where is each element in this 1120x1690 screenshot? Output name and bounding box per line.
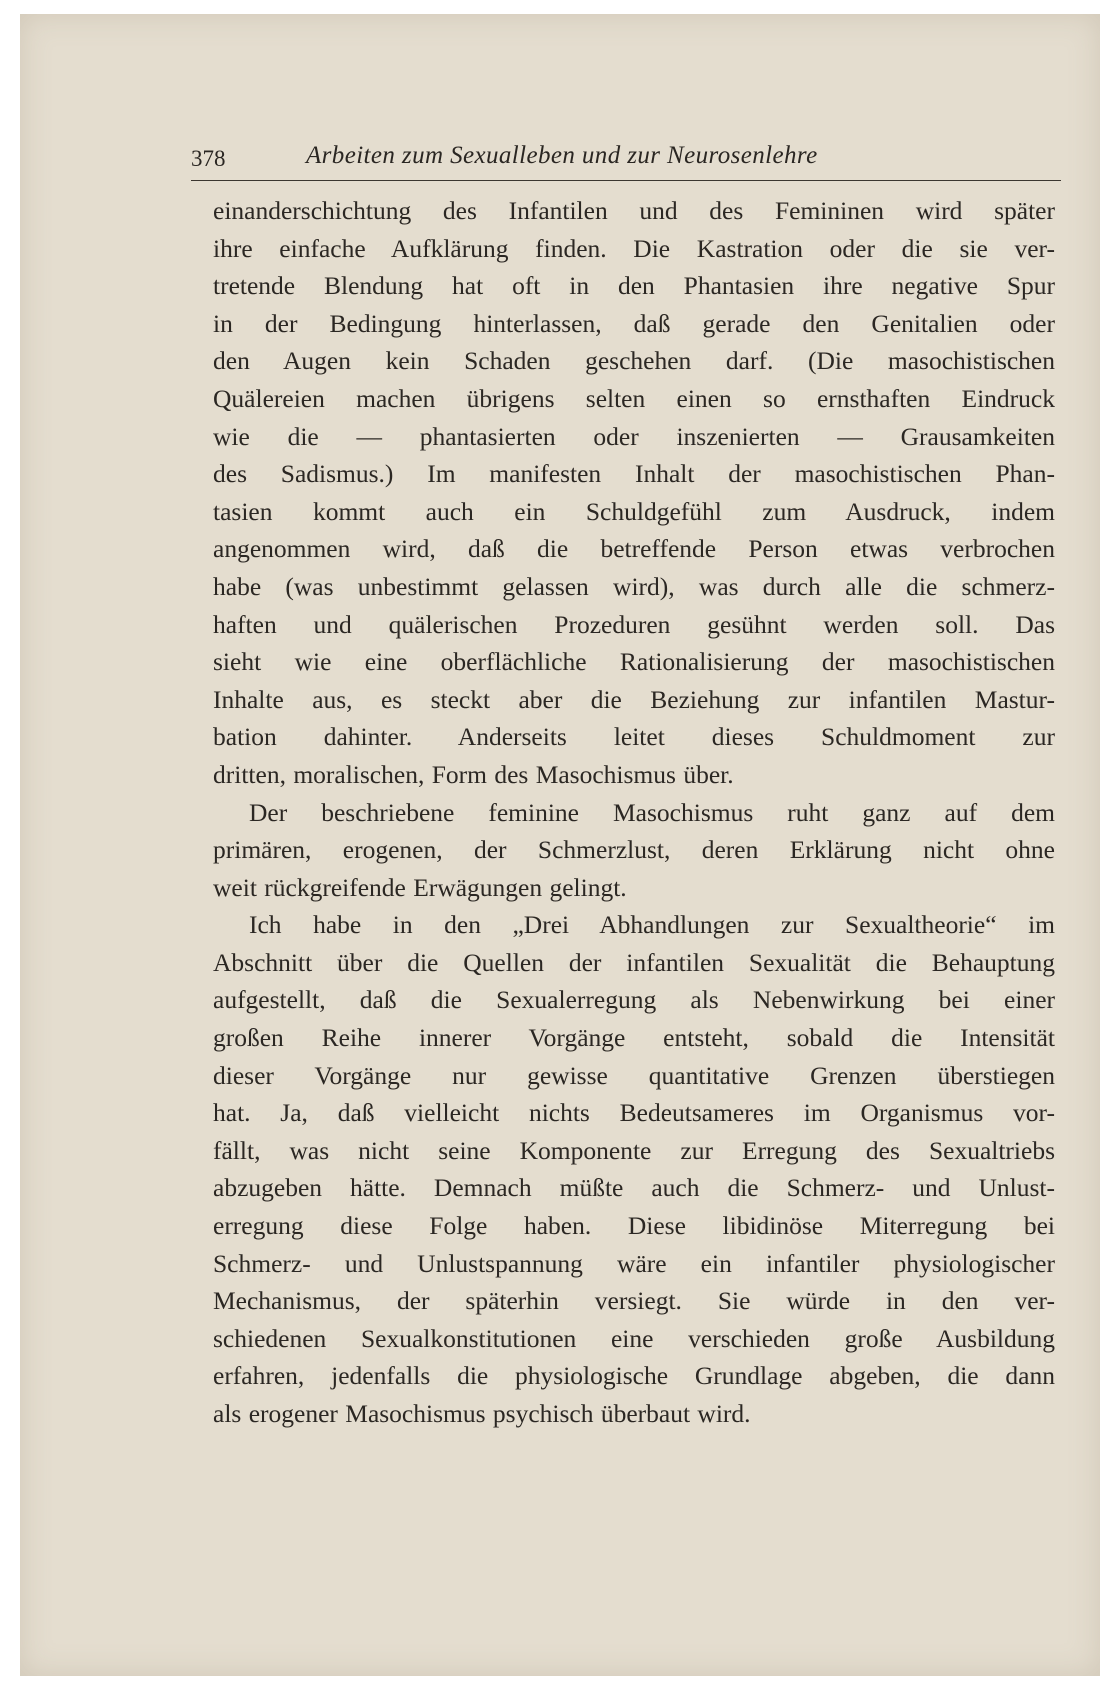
text-line: sieht wie eine oberflächliche Rationalisierung der masochistischen: [213, 647, 1055, 677]
paragraph: [213, 794, 1055, 907]
text-line: tasien kommt auch ein Schuldgefühl zum Ausdruck, indem: [213, 496, 1055, 526]
text-line: einanderschichtung des Infantilen und des Femininen wird später: [213, 196, 1055, 225]
text-line: haften und quälerischen Prozeduren gesühnt werden soll. Das: [213, 609, 1055, 639]
text-line: Der beschriebene feminine Masochismus ruht ganz auf dem: [249, 797, 1055, 827]
text-line: tretende Blendung hat oft in den Phantasien ihre negative Spur: [213, 271, 1055, 301]
paragraph: [213, 192, 1055, 794]
text-line: als erogener Masochismus psychisch überbaut wird.: [213, 1399, 751, 1428]
text-line: hat. Ja, daß vielleicht nichts Bedeutsameres im Organismus vor-: [213, 1098, 1055, 1128]
text-line: bation dahinter. Anderseits leitet dieses Schuldmoment zur: [213, 722, 1055, 752]
book-page: [20, 14, 1100, 1676]
scanned-page: [20, 14, 1100, 1676]
text-line: Ich habe in den „Drei Abhandlungen zur Sexualtheorie“ im: [249, 910, 1055, 940]
text-line: habe (was unbestimmt gelassen wird), was durch alle die schmerz-: [213, 571, 1055, 601]
running-head: Arbeiten zum Sexualleben und zur Neurosenlehre: [306, 142, 818, 169]
text-line: aufgestellt, daß die Sexualerregung als Nebenwirkung bei einer: [213, 985, 1055, 1015]
text-line: Inhalte aus, es steckt aber die Beziehung zur infantilen Mastur-: [213, 684, 1055, 714]
text-line: weit rückgreifende Erwägungen gelingt.: [213, 872, 627, 902]
header-rule: [191, 180, 1061, 181]
text-line: erregung diese Folge haben. Diese libidinöse Miterregung bei: [213, 1211, 1055, 1241]
text-line: fällt, was nicht seine Komponente zur Erregung des Sexualtriebs: [213, 1135, 1055, 1165]
text-line: ihre einfache Aufklärung finden. Die Kastration oder die sie ver-: [213, 233, 1055, 263]
text-line: Schmerz- und Unlustspannung wäre ein infantiler physiologischer: [213, 1248, 1055, 1278]
text-line: angenommen wird, daß die betreffende Person etwas verbrochen: [213, 534, 1055, 564]
paragraph: [213, 906, 1055, 1432]
body-text: [213, 192, 1055, 1433]
text-line: Mechanismus, der späterhin versiegt. Sie würde in den ver-: [213, 1286, 1055, 1316]
text-line: Quälereien machen übrigens selten einen so ernsthaften Eindruck: [213, 383, 1055, 413]
text-line: den Augen kein Schaden geschehen darf. (Die masochistischen: [213, 346, 1055, 376]
text-line: primären, erogenen, der Schmerzlust, deren Erklärung nicht ohne: [213, 835, 1055, 865]
text-line: dritten, moralischen, Form des Masochismus über.: [213, 759, 734, 789]
text-line: wie die — phantasierten oder inszenierten — Grausamkeiten: [213, 421, 1055, 451]
page-header: [191, 138, 1061, 178]
text-line: dieser Vorgänge nur gewisse quantitative Grenzen überstiegen: [213, 1060, 1055, 1090]
text-line: erfahren, jedenfalls die physiologische Grundlage abgeben, die dann: [213, 1361, 1055, 1391]
text-line: in der Bedingung hinterlassen, daß gerade den Genitalien oder: [213, 308, 1055, 338]
text-line: abzugeben hätte. Demnach müßte auch die Schmerz- und Unlust-: [213, 1173, 1055, 1203]
text-line: des Sadismus.) Im manifesten Inhalt der masochistischen Phan-: [213, 459, 1055, 489]
page-number: 378: [191, 146, 226, 171]
text-line: Abschnitt über die Quellen der infantilen Sexualität die Behauptung: [213, 947, 1055, 977]
text-line: schiedenen Sexualkonstitutionen eine verschieden große Ausbildung: [213, 1323, 1055, 1353]
text-line: großen Reihe innerer Vorgänge entsteht, sobald die Intensität: [213, 1023, 1055, 1053]
